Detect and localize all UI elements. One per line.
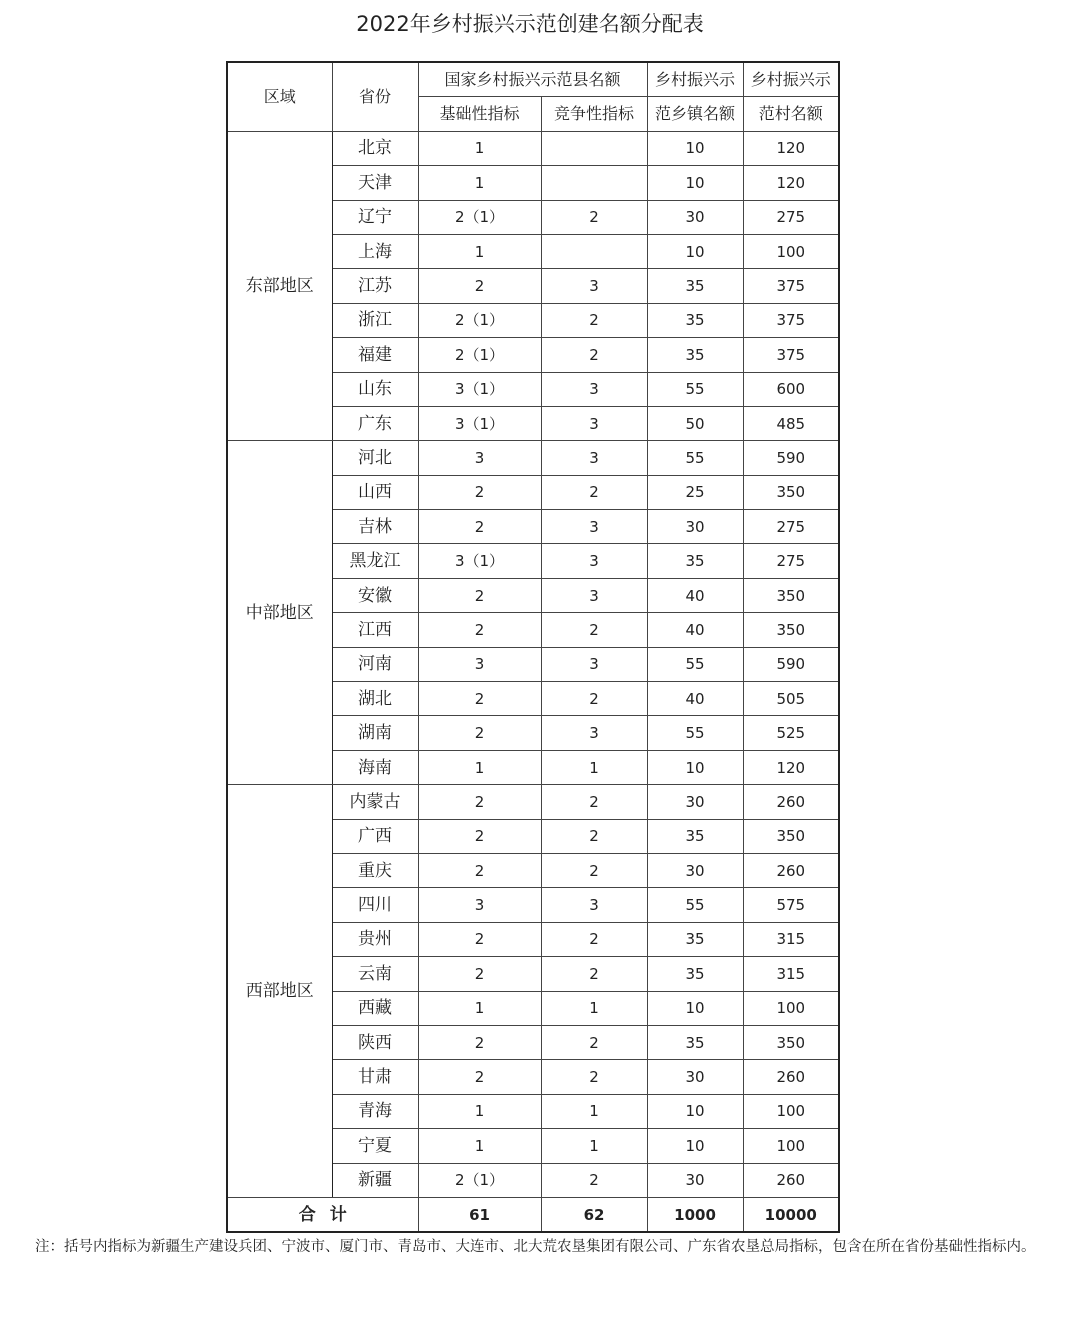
competitive-quota-cell: [541, 166, 647, 200]
village-quota-cell: 100: [743, 1129, 839, 1163]
town-quota-cell: 10: [647, 166, 743, 200]
town-quota-cell: 10: [647, 234, 743, 268]
quota-table: [226, 61, 840, 1233]
village-quota-cell: 315: [743, 957, 839, 991]
competitive-quota-cell: 2: [541, 200, 647, 234]
town-quota-cell: 55: [647, 372, 743, 406]
town-quota-cell: 10: [647, 991, 743, 1025]
town-quota-cell: 40: [647, 578, 743, 612]
basic-quota-cell: 2（1）: [418, 338, 541, 372]
village-quota-cell: 590: [743, 441, 839, 475]
village-quota-cell: 375: [743, 269, 839, 303]
province-cell: 广西: [332, 819, 418, 853]
village-quota-cell: 275: [743, 510, 839, 544]
footnote: 注：括号内指标为新疆生产建设兵团、宁波市、厦门市、青岛市、大连市、北大荒农垦集团有限公司、广东省农垦总局指标，包含在所在省份基础性指标内。: [35, 1239, 1036, 1255]
town-quota-cell: 30: [647, 200, 743, 234]
village-quota-cell: 100: [743, 1094, 839, 1128]
province-cell: 湖北: [332, 682, 418, 716]
total-town: 1000: [647, 1197, 743, 1232]
province-cell: 浙江: [332, 303, 418, 337]
village-quota-cell: 260: [743, 1163, 839, 1197]
town-quota-cell: 55: [647, 647, 743, 681]
basic-quota-cell: 2: [418, 957, 541, 991]
competitive-quota-cell: 3: [541, 578, 647, 612]
total-row: [227, 1197, 839, 1232]
province-cell: 河北: [332, 441, 418, 475]
basic-quota-cell: 2: [418, 578, 541, 612]
competitive-quota-cell: 2: [541, 819, 647, 853]
competitive-quota-cell: 1: [541, 750, 647, 784]
province-cell: 内蒙古: [332, 785, 418, 819]
table-row: [227, 131, 839, 165]
total-village: 10000: [743, 1197, 839, 1232]
province-cell: 河南: [332, 647, 418, 681]
province-cell: 湖南: [332, 716, 418, 750]
province-cell: 广东: [332, 406, 418, 440]
town-quota-cell: 30: [647, 853, 743, 887]
province-cell: 宁夏: [332, 1129, 418, 1163]
province-cell: 云南: [332, 957, 418, 991]
header-village-line2: 范村名额: [743, 97, 839, 131]
competitive-quota-cell: 2: [541, 303, 647, 337]
town-quota-cell: 35: [647, 544, 743, 578]
competitive-quota-cell: [541, 234, 647, 268]
province-cell: 四川: [332, 888, 418, 922]
village-quota-cell: 525: [743, 716, 839, 750]
province-cell: 北京: [332, 131, 418, 165]
town-quota-cell: 35: [647, 922, 743, 956]
town-quota-cell: 55: [647, 888, 743, 922]
town-quota-cell: 25: [647, 475, 743, 509]
town-quota-cell: 35: [647, 819, 743, 853]
province-cell: 海南: [332, 750, 418, 784]
table-row: [227, 785, 839, 819]
basic-quota-cell: 2: [418, 853, 541, 887]
competitive-quota-cell: 2: [541, 338, 647, 372]
village-quota-cell: 275: [743, 200, 839, 234]
competitive-quota-cell: 3: [541, 888, 647, 922]
total-competitive: 62: [541, 1197, 647, 1232]
total-basic: 61: [418, 1197, 541, 1232]
town-quota-cell: 35: [647, 338, 743, 372]
village-quota-cell: 120: [743, 750, 839, 784]
basic-quota-cell: 2: [418, 819, 541, 853]
basic-quota-cell: 2: [418, 785, 541, 819]
competitive-quota-cell: 1: [541, 1129, 647, 1163]
province-cell: 福建: [332, 338, 418, 372]
competitive-quota-cell: 2: [541, 475, 647, 509]
basic-quota-cell: 1: [418, 1094, 541, 1128]
basic-quota-cell: 2（1）: [418, 200, 541, 234]
basic-quota-cell: 3（1）: [418, 544, 541, 578]
competitive-quota-cell: 3: [541, 510, 647, 544]
quota-table-body: [227, 62, 839, 1232]
village-quota-cell: 375: [743, 338, 839, 372]
competitive-quota-cell: 2: [541, 682, 647, 716]
competitive-quota-cell: 2: [541, 613, 647, 647]
town-quota-cell: 30: [647, 510, 743, 544]
basic-quota-cell: 3: [418, 888, 541, 922]
province-cell: 江苏: [332, 269, 418, 303]
competitive-quota-cell: 1: [541, 1094, 647, 1128]
province-cell: 陕西: [332, 1025, 418, 1059]
province-cell: 西藏: [332, 991, 418, 1025]
town-quota-cell: 55: [647, 441, 743, 475]
basic-quota-cell: 2（1）: [418, 1163, 541, 1197]
town-quota-cell: 50: [647, 406, 743, 440]
town-quota-cell: 40: [647, 682, 743, 716]
basic-quota-cell: 1: [418, 750, 541, 784]
village-quota-cell: 375: [743, 303, 839, 337]
basic-quota-cell: 2: [418, 475, 541, 509]
town-quota-cell: 10: [647, 131, 743, 165]
competitive-quota-cell: 1: [541, 991, 647, 1025]
competitive-quota-cell: 3: [541, 647, 647, 681]
province-cell: 重庆: [332, 853, 418, 887]
village-quota-cell: 260: [743, 1060, 839, 1094]
province-cell: 黑龙江: [332, 544, 418, 578]
village-quota-cell: 505: [743, 682, 839, 716]
header-county-group: 国家乡村振兴示范县名额: [418, 62, 647, 97]
header-basic: 基础性指标: [418, 97, 541, 131]
competitive-quota-cell: 2: [541, 785, 647, 819]
province-cell: 青海: [332, 1094, 418, 1128]
header-province: 省份: [332, 62, 418, 131]
village-quota-cell: 350: [743, 613, 839, 647]
town-quota-cell: 30: [647, 785, 743, 819]
province-cell: 甘肃: [332, 1060, 418, 1094]
basic-quota-cell: 1: [418, 1129, 541, 1163]
header-town-line2: 范乡镇名额: [647, 97, 743, 131]
competitive-quota-cell: 3: [541, 441, 647, 475]
region-cell: 东部地区: [227, 131, 332, 441]
province-cell: 吉林: [332, 510, 418, 544]
town-quota-cell: 40: [647, 613, 743, 647]
header-row-1: [227, 62, 839, 97]
basic-quota-cell: 3: [418, 441, 541, 475]
province-cell: 山西: [332, 475, 418, 509]
header-village-line1: 乡村振兴示: [743, 62, 839, 97]
basic-quota-cell: 2: [418, 716, 541, 750]
town-quota-cell: 10: [647, 1129, 743, 1163]
town-quota-cell: 55: [647, 716, 743, 750]
village-quota-cell: 120: [743, 166, 839, 200]
competitive-quota-cell: 3: [541, 716, 647, 750]
village-quota-cell: 120: [743, 131, 839, 165]
competitive-quota-cell: 2: [541, 922, 647, 956]
competitive-quota-cell: 3: [541, 372, 647, 406]
competitive-quota-cell: 3: [541, 406, 647, 440]
region-cell: 西部地区: [227, 785, 332, 1198]
competitive-quota-cell: 2: [541, 1025, 647, 1059]
basic-quota-cell: 2: [418, 1025, 541, 1059]
village-quota-cell: 260: [743, 785, 839, 819]
province-cell: 上海: [332, 234, 418, 268]
basic-quota-cell: 1: [418, 234, 541, 268]
town-quota-cell: 10: [647, 1094, 743, 1128]
header-region: 区域: [227, 62, 332, 131]
basic-quota-cell: 2: [418, 510, 541, 544]
basic-quota-cell: 2: [418, 1060, 541, 1094]
province-cell: 天津: [332, 166, 418, 200]
village-quota-cell: 590: [743, 647, 839, 681]
basic-quota-cell: 2: [418, 682, 541, 716]
basic-quota-cell: 2: [418, 922, 541, 956]
province-cell: 贵州: [332, 922, 418, 956]
basic-quota-cell: 1: [418, 166, 541, 200]
town-quota-cell: 35: [647, 1025, 743, 1059]
basic-quota-cell: 1: [418, 131, 541, 165]
village-quota-cell: 350: [743, 819, 839, 853]
town-quota-cell: 35: [647, 269, 743, 303]
province-cell: 新疆: [332, 1163, 418, 1197]
village-quota-cell: 575: [743, 888, 839, 922]
town-quota-cell: 10: [647, 750, 743, 784]
total-label: 合计: [227, 1197, 418, 1232]
basic-quota-cell: 2: [418, 613, 541, 647]
basic-quota-cell: 3（1）: [418, 406, 541, 440]
province-cell: 辽宁: [332, 200, 418, 234]
basic-quota-cell: 3（1）: [418, 372, 541, 406]
town-quota-cell: 35: [647, 957, 743, 991]
village-quota-cell: 350: [743, 475, 839, 509]
basic-quota-cell: 3: [418, 647, 541, 681]
competitive-quota-cell: [541, 131, 647, 165]
village-quota-cell: 275: [743, 544, 839, 578]
town-quota-cell: 30: [647, 1163, 743, 1197]
village-quota-cell: 350: [743, 1025, 839, 1059]
competitive-quota-cell: 2: [541, 853, 647, 887]
competitive-quota-cell: 3: [541, 269, 647, 303]
header-town-line1: 乡村振兴示: [647, 62, 743, 97]
town-quota-cell: 35: [647, 303, 743, 337]
region-cell: 中部地区: [227, 441, 332, 785]
table-row: [227, 441, 839, 475]
competitive-quota-cell: 2: [541, 1163, 647, 1197]
competitive-quota-cell: 2: [541, 957, 647, 991]
province-cell: 江西: [332, 613, 418, 647]
village-quota-cell: 350: [743, 578, 839, 612]
town-quota-cell: 30: [647, 1060, 743, 1094]
competitive-quota-cell: 3: [541, 544, 647, 578]
competitive-quota-cell: 2: [541, 1060, 647, 1094]
village-quota-cell: 100: [743, 234, 839, 268]
province-cell: 安徽: [332, 578, 418, 612]
header-competitive: 竞争性指标: [541, 97, 647, 131]
village-quota-cell: 100: [743, 991, 839, 1025]
village-quota-cell: 260: [743, 853, 839, 887]
village-quota-cell: 315: [743, 922, 839, 956]
village-quota-cell: 600: [743, 372, 839, 406]
basic-quota-cell: 2: [418, 269, 541, 303]
page-title: 2022年乡村振兴示范创建名额分配表: [356, 12, 704, 36]
province-cell: 山东: [332, 372, 418, 406]
village-quota-cell: 485: [743, 406, 839, 440]
basic-quota-cell: 1: [418, 991, 541, 1025]
basic-quota-cell: 2（1）: [418, 303, 541, 337]
